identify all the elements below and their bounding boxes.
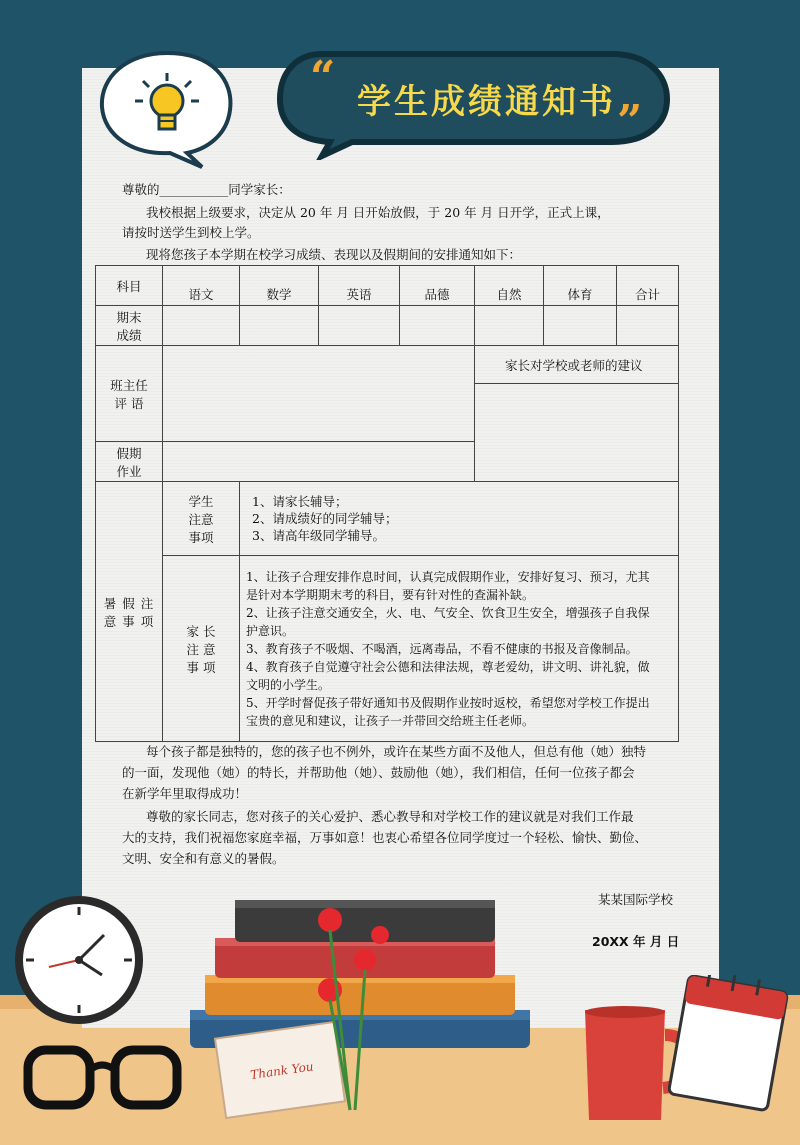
- intro-line-2: 请按时送学生到校上学。: [122, 225, 260, 240]
- thank-you-card-text: Thank You: [249, 1059, 315, 1083]
- grade-table: [95, 265, 679, 742]
- parent-notes-label: 家 长 注 意 事 项: [163, 556, 240, 742]
- title-banner: [272, 44, 672, 160]
- score-cell[interactable]: [475, 306, 544, 346]
- student-notes: 1、请家长辅导； 2、请成绩好的同学辅导； 3、请高年级同学辅导。: [240, 482, 679, 556]
- subject-chinese: 语文: [163, 266, 240, 306]
- teacher-comment-field[interactable]: [163, 346, 475, 442]
- score-cell[interactable]: [319, 306, 400, 346]
- calendar-icon: [668, 975, 793, 1115]
- intro-line-3: 现将您孩子本学期在校学习成绩、表现以及假期间的安排通知如下：: [146, 247, 522, 262]
- parent-notes: 1、让孩子合理安排作息时间，认真完成假期作业，安排好复习、预习，尤其 是针对本学期期末考的科目，要有针对性的查漏补缺。 2、让孩子注意交通安全，火、电、气安全、饮食卫生安全，增强孩子自我保 护意识。 3、教育孩子不吸烟、不喝酒，远离毒品，不看不健康的书报及音像制品。 4、教育孩子自觉遵守社会公德和法律法规，尊老爱幼，讲文明、讲礼貌，做 文明的小学生。 5、开学时督促孩子带好通知书及假期作业按时返校，希望您对学校工作提出 宝贵的意见和建议，让孩子一并带回交给班主任老师。: [240, 556, 679, 742]
- closing-paragraph-1: 每个孩子都是独特的，您的孩子也不例外，或许在某些方面不及他人，但总有他（她）独特 的一面，发现他（她）的特长，并帮助他（她）、鼓励他（她），我们相信，任何一位孩子都会 在新学年里取得成功！: [122, 744, 647, 801]
- summer-notes-label: 暑 假 注 意 事 项: [96, 482, 163, 742]
- subject-math: 数学: [240, 266, 319, 306]
- book-stack-icon: [180, 880, 540, 1130]
- svg-text:”: ”: [617, 96, 643, 147]
- school-name: 某某国际学校: [598, 892, 674, 907]
- parent-suggestion-field[interactable]: [475, 384, 679, 482]
- clock-icon: [14, 895, 144, 1025]
- homework-field[interactable]: [163, 442, 475, 482]
- score-cell[interactable]: [240, 306, 319, 346]
- teacher-comment-label: 班主任 评 语: [96, 346, 163, 442]
- glasses-icon: [20, 1035, 190, 1125]
- subject-header: 科目: [96, 266, 163, 306]
- lightbulb-bubble-icon: [92, 45, 242, 170]
- parent-suggestion-label: 家长对学校或老师的建议: [475, 346, 679, 384]
- student-notes-label: 学生 注意 事项: [163, 482, 240, 556]
- score-cell[interactable]: [400, 306, 475, 346]
- subject-total: 合计: [617, 266, 679, 306]
- score-cell[interactable]: [544, 306, 617, 346]
- score-cell[interactable]: [617, 306, 679, 346]
- homework-label: 假期 作业: [96, 442, 163, 482]
- subject-english: 英语: [319, 266, 400, 306]
- final-score-label: 期末 成绩: [96, 306, 163, 346]
- signature-date: 20XX 年 月 日: [592, 934, 680, 949]
- intro-line-1: 我校根据上级要求，决定从 20 年 月 日开始放假，于 20 年 月 日开学，正式上课，: [146, 205, 610, 220]
- subject-pe: 体育: [544, 266, 617, 306]
- closing-paragraph-2: 尊敬的家长同志，您对孩子的关心爱护、悉心教导和对学校工作的建议就是对我们工作最 大的支持，我们祝福您家庭幸福，万事如意！也衷心希望各位同学度过一个轻松、愉快、勤俭、 文明、安全和有意义的暑假。: [122, 809, 648, 866]
- subject-morality: 品德: [400, 266, 475, 306]
- salutation: 尊敬的___________同学家长：: [122, 182, 291, 197]
- svg-text:“: “: [310, 52, 336, 103]
- score-cell[interactable]: [163, 306, 240, 346]
- subject-science: 自然: [475, 266, 544, 306]
- page-title: 学生成绩通知书: [357, 82, 616, 122]
